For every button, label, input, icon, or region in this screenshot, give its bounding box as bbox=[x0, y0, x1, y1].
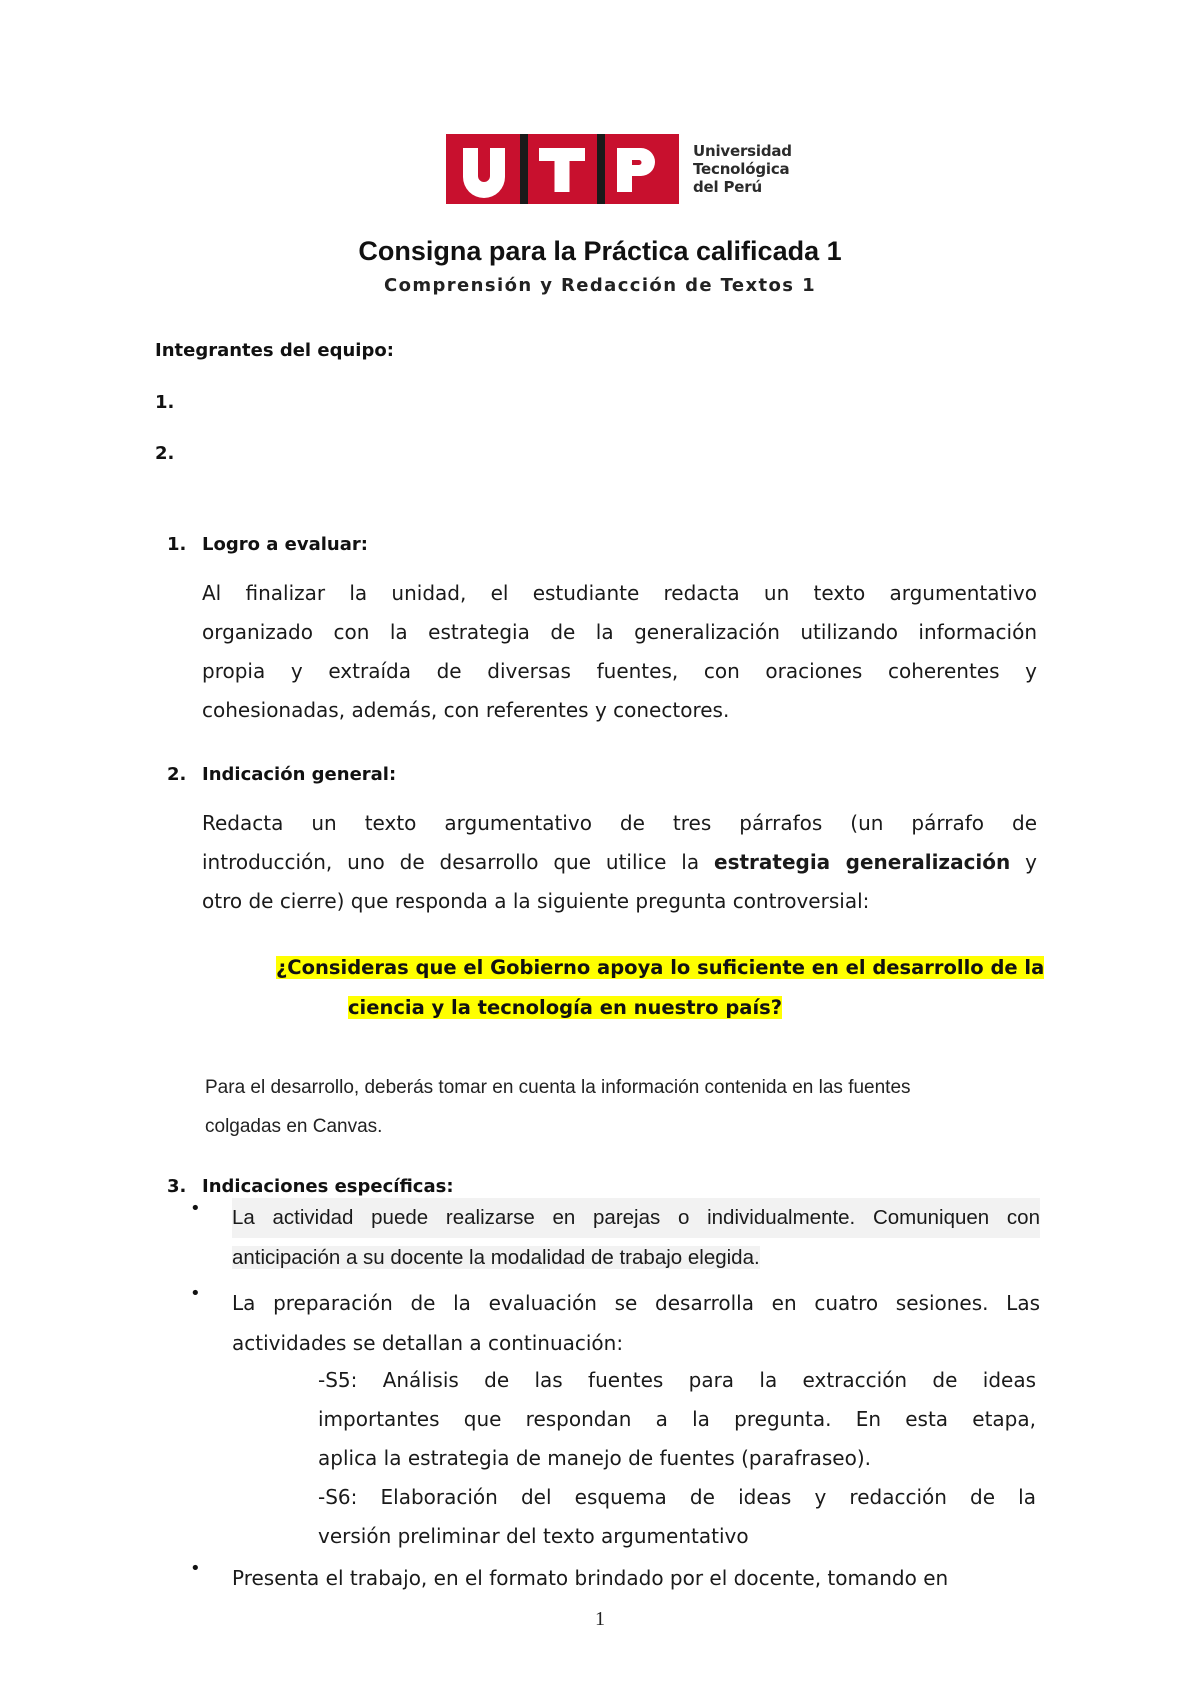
sources-note-line: colgadas en Canvas. bbox=[205, 1116, 383, 1137]
bullet-icon: • bbox=[190, 1283, 201, 1304]
session-s5-line: importantes que respondan a la pregunta. En esta etapa, bbox=[318, 1407, 1036, 1431]
bullet-icon: • bbox=[190, 1558, 201, 1579]
session-s6-line: versión preliminar del texto argumentativo bbox=[318, 1524, 749, 1548]
utp-logo-text bbox=[693, 142, 792, 196]
logo-word-2: Tecnológica bbox=[693, 160, 790, 178]
document-subtitle: Comprensión y Redacción de Textos 1 bbox=[383, 275, 817, 296]
strategy-emphasis: estrategia generalización bbox=[714, 850, 1011, 874]
session-s5-line: -S5: Análisis de las fuentes para la extracción de ideas bbox=[318, 1368, 1036, 1392]
section-1-paragraph bbox=[202, 574, 1037, 730]
section-2-line: Redacta un texto argumentativo de tres párrafos (un párrafo de bbox=[202, 811, 1037, 835]
section-1-line: Al finalizar la unidad, el estudiante redacta un texto argumentativo bbox=[202, 581, 1037, 605]
section-1-line: propia y extraída de diversas fuentes, con oraciones coherentes y bbox=[202, 659, 1037, 683]
logo-word-1: Universidad bbox=[693, 142, 792, 160]
bullet-2-text bbox=[232, 1283, 1040, 1363]
utp-logo bbox=[446, 134, 792, 204]
section-2-paragraph bbox=[202, 804, 1037, 921]
bullet-1-text bbox=[232, 1198, 1040, 1278]
highlighted-question-line-2: ciencia y la tecnología en nuestro país? bbox=[348, 996, 783, 1019]
bullet-1-line: anticipación a su docente la modalidad de trabajo elegida. bbox=[232, 1246, 760, 1269]
section-1-line: organizado con la estrategia de la generalización utilizando información bbox=[202, 620, 1037, 644]
team-label: Integrantes del equipo: bbox=[155, 340, 394, 361]
bullet-3-text bbox=[232, 1558, 1040, 1598]
sources-note bbox=[205, 1068, 1035, 1146]
bullet-1-line: La actividad puede realizarse en parejas o individualmente. Comuniquen con bbox=[232, 1198, 1040, 1238]
section-2-line-text: y bbox=[1010, 850, 1037, 874]
session-s5-line: aplica la estrategia de manejo de fuentes (parafraseo). bbox=[318, 1446, 871, 1470]
section-3-heading bbox=[167, 1176, 454, 1197]
section-2-line bbox=[202, 843, 1037, 882]
page-number: 1 bbox=[595, 1608, 605, 1630]
bullet-icon: • bbox=[190, 1198, 201, 1219]
highlighted-question-line-1: ¿Consideras que el Gobierno apoya lo suficiente en el desarrollo de la bbox=[276, 956, 1045, 979]
document-title: Consigna para la Práctica calificada 1 bbox=[358, 236, 842, 266]
team-item-2: 2. bbox=[155, 443, 175, 464]
list-item bbox=[190, 1283, 1040, 1363]
list-item bbox=[190, 1198, 1040, 1278]
logo-word-3: del Perú bbox=[693, 178, 762, 196]
section-1-title: Logro a evaluar: bbox=[202, 534, 368, 555]
bullet-3-line: Presenta el trabajo, en el formato brindado por el docente, tomando en bbox=[232, 1566, 949, 1590]
bullet-2-line: La preparación de la evaluación se desarrolla en cuatro sesiones. Las bbox=[232, 1291, 1040, 1315]
section-2-line: otro de cierre) que responda a la siguiente pregunta controversial: bbox=[202, 889, 870, 913]
section-1-line: cohesionadas, además, con referentes y conectores. bbox=[202, 698, 730, 722]
section-2-title: Indicación general: bbox=[202, 764, 397, 785]
session-s6 bbox=[318, 1478, 1036, 1556]
sources-note-line: Para el desarrollo, deberás tomar en cuenta la información contenida en las fuentes bbox=[205, 1077, 911, 1098]
section-3-number: 3. bbox=[167, 1176, 187, 1197]
list-item bbox=[190, 1558, 1040, 1598]
section-1-number: 1. bbox=[167, 534, 187, 555]
section-2-number: 2. bbox=[167, 764, 187, 785]
section-1-heading bbox=[167, 534, 368, 555]
session-s6-line: -S6: Elaboración del esquema de ideas y redacción de la bbox=[318, 1485, 1036, 1509]
section-3-title: Indicaciones específicas: bbox=[202, 1176, 454, 1197]
section-2-line-text: introducción, uno de desarrollo que utilice la bbox=[202, 850, 714, 874]
utp-logo-mark bbox=[446, 134, 679, 204]
bullet-2-line: actividades se detallan a continuación: bbox=[232, 1331, 624, 1355]
section-2-heading bbox=[167, 764, 396, 785]
session-s5 bbox=[318, 1361, 1036, 1478]
team-item-1: 1. bbox=[155, 392, 175, 413]
